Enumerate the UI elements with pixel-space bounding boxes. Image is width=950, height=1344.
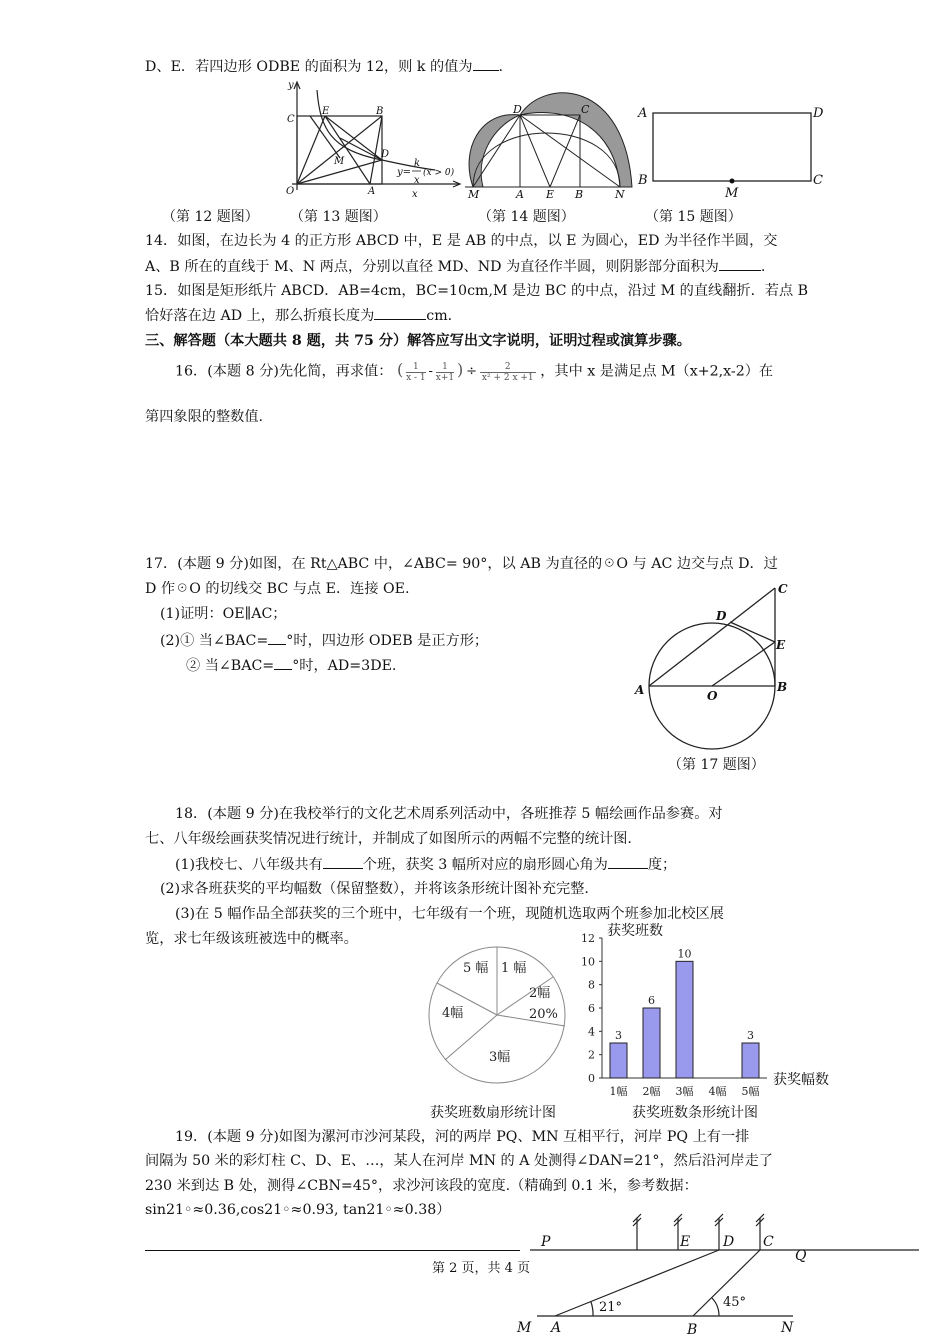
fig12-fn-cond: (x > 0) [423, 168, 455, 178]
bar-category-label: 5幅 [741, 1085, 760, 1098]
figure-19 [515, 1208, 925, 1344]
pie-label-1: 1 幅 [501, 961, 527, 976]
fig14-label-c: C [581, 103, 590, 116]
bar-data-label: 6 [648, 994, 655, 1007]
pie-chart [425, 942, 570, 1092]
bar-category-label: 2幅 [642, 1085, 661, 1098]
fig15-label-d: D [813, 106, 824, 121]
bar-y-tick-label: 0 [588, 1072, 595, 1085]
q16-line1: 16．(本题 8 分)先化简，再求值： ( $\frac{1}{x - 1} - \frac{1}{x+1}$ ) ÷ $\frac{2}{\text{x² + 2 x +1}}$ ，其中 x 是满足点 M（x+2,x-2）在 [175, 360, 774, 383]
fig19-label-e: E [680, 1234, 691, 1250]
footer-rule [145, 1250, 520, 1251]
q18-part3-cont: 览，求七年级该班被选中的概率。 [145, 931, 358, 947]
q18-blank-2[interactable] [608, 854, 648, 869]
fig12-fn-k: k [414, 158, 421, 169]
caption-fig14: （第 14 题图） [478, 209, 575, 225]
caption-fig12: （第 12 题图） [162, 209, 259, 225]
fig19-label-n: N [781, 1320, 794, 1336]
fig19-angle-21: 21° [599, 1300, 623, 1315]
fig12-label-y: y [288, 80, 294, 91]
fig12-label-b: B [376, 106, 384, 117]
q18-part1: (1)我校七、八年级共有 个班，获奖 3 幅所对应的扇形圆心角为 度； [175, 854, 676, 875]
bar-chart [575, 918, 847, 1103]
q18-part3: (3)在 5 幅作品全部获奖的三个班中，七年级有一个班，现随机选取两个班参加北校区展 [175, 906, 724, 922]
q16-expression: ( $\frac{1}{x - 1} - \frac{1}{x+1}$ ) ÷ $\frac{2}{\text{x² + 2 x +1}}$ [396, 360, 534, 383]
fig14-label-b: B [575, 188, 584, 200]
bar-1 [610, 1043, 627, 1078]
fig19-label-a: A [551, 1320, 562, 1336]
fig17-label-c: C [778, 582, 788, 596]
caption-fig15: （第 15 题图） [645, 209, 742, 225]
bar-caption: 获奖班数条形统计图 [632, 1105, 758, 1121]
pie-caption: 获奖班数扇形统计图 [430, 1105, 556, 1121]
q15-line1: 15．如图是矩形纸片 ABCD．AB=4cm，BC=10cm,M 是边 BC 的中点，沿过 M 的直线翻折．若点 B [145, 283, 809, 299]
q17-line1: 17．(本题 9 分)如图，在 Rt△ABC 中，∠ABC= 90°，以 AB 为直径的☉O 与 AC 边交与点 D．过 [145, 556, 778, 572]
caption-fig13: （第 13 题图） [290, 209, 387, 225]
bar-category-label: 1幅 [609, 1085, 628, 1098]
fig12-label-m: M [334, 156, 345, 167]
fig19-label-p: P [541, 1234, 551, 1250]
bar-data-label: 3 [615, 1029, 622, 1042]
q15-answer-blank[interactable] [374, 305, 426, 320]
fig17-label-o: O [707, 689, 718, 703]
fig19-angle-45: 45° [723, 1295, 747, 1310]
q17-blank-1[interactable] [268, 630, 286, 645]
fig12-fn-x: x [414, 175, 420, 186]
q19-line2: 间隔为 50 米的彩灯柱 C、D、E、…，某人在河岸 MN 的 A 处测得∠DAN=21°，然后沿河岸走了 [145, 1153, 773, 1169]
fig19-label-c: C [763, 1234, 774, 1250]
bar-y-tick-label: 12 [581, 932, 595, 945]
q19-line1: 19．(本题 9 分)如图为漯河市沙河某段，河的两岸 PQ、MN 互相平行，河岸 PQ 上有一排 [175, 1129, 750, 1145]
q17-line2: D 作☉O 的切线交 BC 与点 E．连接 OE. [145, 581, 410, 597]
q15-line2: 恰好落在边 AD 上，那么折痕长度为 cm． [145, 305, 462, 326]
fig19-label-d: D [723, 1234, 735, 1250]
pie-label-3: 3幅 [489, 1050, 511, 1065]
bar-5 [742, 1043, 759, 1078]
pie-label-4: 4幅 [442, 1006, 464, 1021]
bar-y-tick-label: 4 [588, 1025, 595, 1039]
bar-y-tick-label: 8 [588, 978, 595, 992]
bar-category-label: 4幅 [708, 1085, 727, 1098]
caption-fig17: （第 17 题图） [668, 757, 765, 773]
q19-line3: 230 米到达 B 处，测得∠CBN=45°，求沙河该段的宽度.（精确到 0.1 米，参考数据： [145, 1178, 698, 1194]
bar-2 [643, 1008, 660, 1078]
fig17-label-e: E [776, 638, 786, 652]
fig19-label-b: B [687, 1322, 698, 1338]
q18-line2: 七、八年级绘画获奖情况进行统计，并制成了如图所示的两幅不完整的统计图. [145, 831, 632, 847]
q14-answer-blank[interactable] [719, 256, 761, 271]
figure-12-13 [280, 78, 465, 198]
q18-line1: 18．(本题 9 分)在我校举行的文化艺术周系列活动中，各班推荐 5 幅绘画作品参赛。对 [175, 806, 723, 822]
bar-y-tick-label: 6 [588, 1002, 595, 1015]
q14-line2: A、B 所在的直线于 M、N 两点，分别以直径 MD、ND 为直径作半圆，则阴影部分面积为 . [145, 256, 765, 277]
figure-14 [455, 85, 640, 200]
fig19-label-q: Q [795, 1248, 807, 1264]
fig15-label-m: M [725, 186, 739, 198]
fig17-label-b: B [777, 680, 788, 694]
bar-x-axis-label: 获奖幅数 [773, 1072, 829, 1088]
fig12-label-o: O [286, 186, 295, 197]
bar-y-tick-label: 2 [588, 1048, 595, 1062]
q17-part2: (2)① 当∠BAC= °时，四边形 ODEB 是正方形； [160, 630, 488, 651]
fig14-label-e: E [546, 188, 555, 200]
bar-data-label: 10 [677, 947, 692, 961]
fig12-label-e: E [322, 106, 330, 117]
bar-y-axis-label: 获奖班数 [607, 923, 663, 939]
bar-3 [676, 961, 693, 1078]
section-3-heading: 三、解答题（本大题共 8 题，共 75 分）解答应写出文字说明，证明过程或演算步骤。 [145, 333, 691, 349]
pie-label-2: 2幅 [529, 986, 551, 1001]
figure-15 [636, 98, 836, 198]
pie-label-2-pct: 20% [529, 1007, 558, 1022]
q18-part2: (2)求各班获奖的平均幅数（保留整数），并将该条形统计图补充完整. [160, 881, 589, 897]
fig17-label-d: D [716, 609, 727, 623]
bar-category-label: 3幅 [675, 1085, 694, 1098]
fig12-fn-y: y= [397, 167, 412, 178]
q16-line2: 第四象限的整数值. [145, 409, 264, 425]
fig14-label-m: M [468, 188, 480, 200]
q13-tail: D、E．若四边形 ODBE 的面积为 12，则 k 的值为 . [145, 56, 503, 77]
pie-label-5: 5 幅 [463, 961, 489, 976]
q17-part3: ② 当∠BAC= °时，AD=3DE. [186, 655, 396, 676]
fig19-label-m: M [517, 1320, 532, 1336]
fig12-label-a: A [368, 186, 376, 197]
q18-blank-1[interactable] [323, 854, 363, 869]
fig15-label-b: B [638, 173, 648, 188]
q19-line4: sin21◦≈0.36,cos21◦≈0.93, tan21◦≈0.38） [145, 1202, 451, 1218]
fig14-label-a: A [516, 188, 524, 200]
q13-answer-blank[interactable] [473, 56, 499, 71]
fig12-label-c: C [287, 114, 295, 125]
fig12-label-x: x [412, 189, 418, 198]
bar-y-tick-label: 10 [581, 955, 595, 969]
q17-part1: (1)证明：OE∥AC； [160, 606, 287, 622]
page-footer: 第 2 页，共 4 页 [432, 1261, 531, 1276]
fig15-label-a: A [638, 106, 648, 121]
fig12-label-d: D [381, 149, 390, 160]
bar-data-label: 3 [747, 1029, 754, 1042]
fig15-label-c: C [813, 173, 823, 188]
fig14-label-n: N [615, 188, 625, 200]
q17-blank-2[interactable] [274, 655, 292, 670]
figure-17 [630, 578, 800, 758]
fig14-label-d: D [513, 103, 522, 116]
q14-line1: 14．如图，在边长为 4 的正方形 ABCD 中，E 是 AB 的中点，以 E 为圆心，ED 为半径作半圆，交 [145, 233, 778, 249]
fig17-label-a: A [635, 683, 645, 697]
